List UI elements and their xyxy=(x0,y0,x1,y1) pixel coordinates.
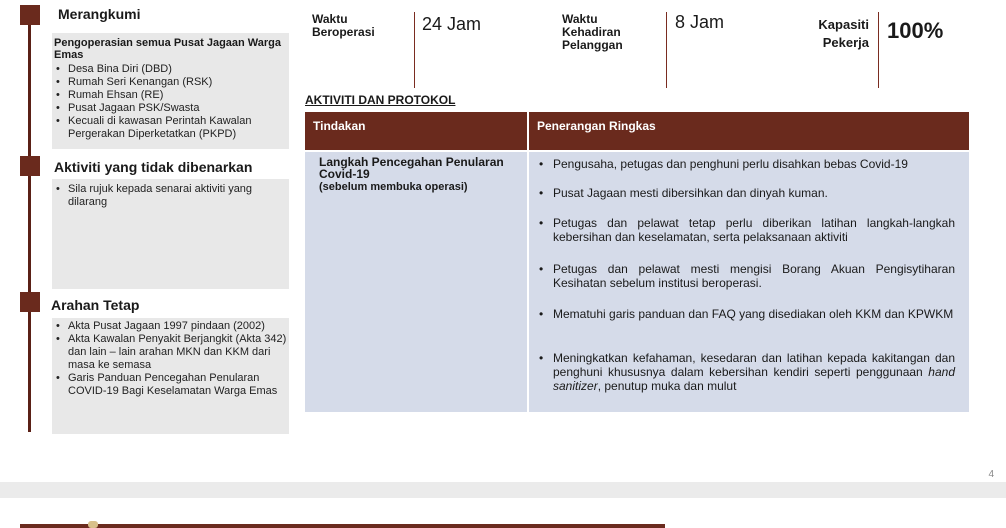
section-title-aktiviti: Aktiviti yang tidak dibenarkan xyxy=(54,159,253,175)
list-item: • Petugas dan pelawat tetap perlu diberikan latihan langkah-langkah kebersihan dan keselamatan, serta pelaksanaan aktiviti xyxy=(529,216,969,244)
merangkumi-subhead: Pengoperasian semua Pusat Jagaan Warga Emas xyxy=(54,37,282,61)
merangkumi-list xyxy=(54,63,287,141)
list-item: • Rumah Ehsan (RE) xyxy=(54,89,287,102)
timeline-marker-1 xyxy=(20,5,40,25)
stat-kapasiti-value: 100% xyxy=(887,18,944,43)
stat-waktu-beroperasi-value: 24 Jam xyxy=(422,14,482,34)
stat-kapasiti-label: Kapasiti Pekerja xyxy=(818,17,869,50)
timeline-marker-3 xyxy=(20,292,40,312)
aktiviti-list xyxy=(54,183,287,209)
stat-waktu-kehadiran-value: 8 Jam xyxy=(675,12,725,32)
timeline-line xyxy=(28,14,31,432)
list-item: • Pusat Jagaan mesti dibersihkan dan dinyah kuman. xyxy=(529,186,969,200)
stat-divider xyxy=(666,12,667,88)
table-header-tindakan: Tindakan xyxy=(305,112,527,150)
stat-waktu-beroperasi-label: Waktu Beroperasi xyxy=(312,12,375,39)
panel-arahan xyxy=(52,318,289,434)
table-header-penerangan: Penerangan Ringkas xyxy=(529,112,969,150)
next-slide-bar xyxy=(20,524,665,528)
tindakan-subtitle: (sebelum membuka operasi) xyxy=(319,181,468,193)
section-title-arahan: Arahan Tetap xyxy=(51,297,140,313)
stat-divider xyxy=(878,12,879,88)
list-item: • Pengusaha, petugas dan penghuni perlu disahkan bebas Covid-19 xyxy=(529,157,969,171)
stat-divider xyxy=(414,12,415,88)
list-item: • Akta Kawalan Penyakit Berjangkit (Akta 342) dan lain – lain arahan MKN dan KKM dari masa ke semasa xyxy=(54,333,287,372)
list-item: • Rumah Seri Kenangan (RSK) xyxy=(54,76,287,89)
list-item: • Petugas dan pelawat mesti mengisi Borang Akuan Pengisytiharan Kesihatan sebelum institusi beroperasi. xyxy=(529,262,969,290)
next-slide-accent xyxy=(88,521,98,528)
list-item: • Akta Pusat Jagaan 1997 pindaan (2002) xyxy=(54,320,287,333)
timeline-marker-2 xyxy=(20,156,40,176)
list-item: • Desa Bina Diri (DBD) xyxy=(54,63,287,76)
table-cell-tindakan xyxy=(305,152,527,412)
list-item: • Meningkatkan kefahaman, kesedaran dan latihan kepada kakitangan dan penghuni khususnya dalam kebersihan kendiri seperti penggunaan hand sanitizer, penutup muka dan mulut xyxy=(529,351,969,393)
panel-aktiviti xyxy=(52,179,289,289)
list-item: • Mematuhi garis panduan dan FAQ yang disediakan oleh KKM dan KPWKM xyxy=(529,307,969,321)
stat-waktu-kehadiran-label: Waktu Kehadiran Pelanggan xyxy=(562,12,623,52)
list-item: • Garis Panduan Pencegahan Penularan COVID-19 Bagi Keselamatan Warga Emas xyxy=(54,372,287,398)
list-item: • Pusat Jagaan PSK/Swasta xyxy=(54,102,287,115)
list-item: • Sila rujuk kepada senarai aktiviti yang dilarang xyxy=(54,183,287,209)
list-item: • Kecuali di kawasan Perintah Kawalan Pergerakan Diperketatkan (PKPD) xyxy=(54,115,287,141)
table-heading: AKTIVITI DAN PROTOKOL xyxy=(305,93,456,107)
section-title-merangkumi: Merangkumi xyxy=(58,6,141,22)
panel-merangkumi xyxy=(52,33,289,149)
tindakan-title: Langkah Pencegahan Penularan Covid-19 xyxy=(319,155,504,181)
page-number: 4 xyxy=(988,469,994,480)
arahan-list xyxy=(54,320,287,398)
